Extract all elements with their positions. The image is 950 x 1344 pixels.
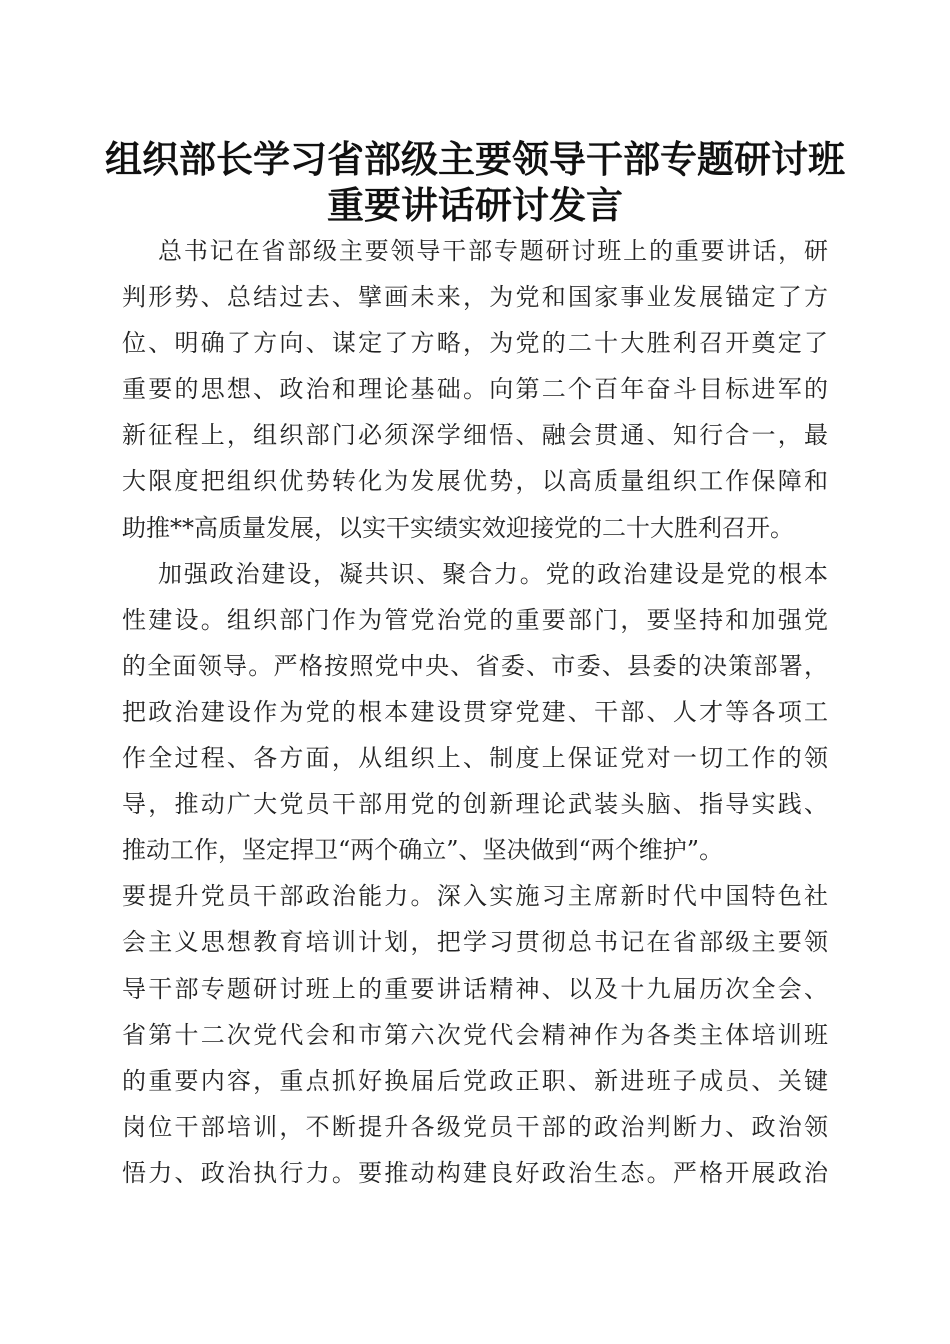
body-line: 导，推动广大党员干部用党的创新理论武装头脑、指导实践、 [122,790,828,819]
body-line: 新征程上，组织部门必须深学细悟、融会贯通、知行合一，最 [122,421,828,450]
body-line: 重要的思想、政治和理论基础。向第二个百年奋斗目标进军的 [122,375,828,404]
document-title-line-2: 重要讲话研讨发言 [327,183,623,227]
body-line: 导干部专题研讨班上的重要讲话精神、以及十九届历次全会、 [122,974,828,1003]
document-body [122,228,828,1196]
body-line: 的重要内容，重点抓好换届后党政正职、新进班子成员、关键 [122,1066,828,1095]
body-line: 作全过程、各方面，从组织上、制度上保证党对一切工作的领 [122,744,828,773]
body-line-paragraph-1-start: 总书记在省部级主要领导干部专题研讨班上的重要讲话，研 [158,237,828,265]
body-line: 推动工作，坚定捍卫“两个确立”、坚决做到“两个维护”。 [122,836,724,865]
body-line: 悟力、政治执行力。要推动构建良好政治生态。严格开展政治 [122,1158,828,1187]
body-line: 位、明确了方向、谋定了方略，为党的二十大胜利召开奠定了 [122,329,828,358]
body-line-paragraph-2-start: 加强政治建设，凝共识、聚合力。党的政治建设是党的根本 [158,559,828,588]
body-line-paragraph-1-end: 助推**高质量发展，以实干实绩实效迎接党的二十大胜利召开。 [122,513,794,542]
document-title-line-1: 组织部长学习省部级主要领导干部专题研讨班 [105,137,845,181]
body-line: 省第十二次党代会和市第六次党代会精神作为各类主体培训班 [122,1020,828,1049]
body-line: 判形势、总结过去、擘画未来，为党和国家事业发展锚定了方 [122,283,828,312]
body-line: 岗位干部培训，不断提升各级党员干部的政治判断力、政治领 [122,1112,828,1141]
body-line: 的全面领导。严格按照党中央、省委、市委、县委的决策部署， [122,651,828,680]
body-line: 大限度把组织优势转化为发展优势，以高质量组织工作保障和 [122,467,828,496]
body-line: 会主义思想教育培训计划，把学习贯彻总书记在省部级主要领 [122,928,828,957]
body-line: 要提升党员干部政治能力。深入实施习主席新时代中国特色社 [122,882,828,911]
body-line: 性建设。组织部门作为管党治党的重要部门，要坚持和加强党 [122,605,828,634]
body-line: 把政治建设作为党的根本建设贯穿党建、干部、人才等各项工 [122,697,828,726]
